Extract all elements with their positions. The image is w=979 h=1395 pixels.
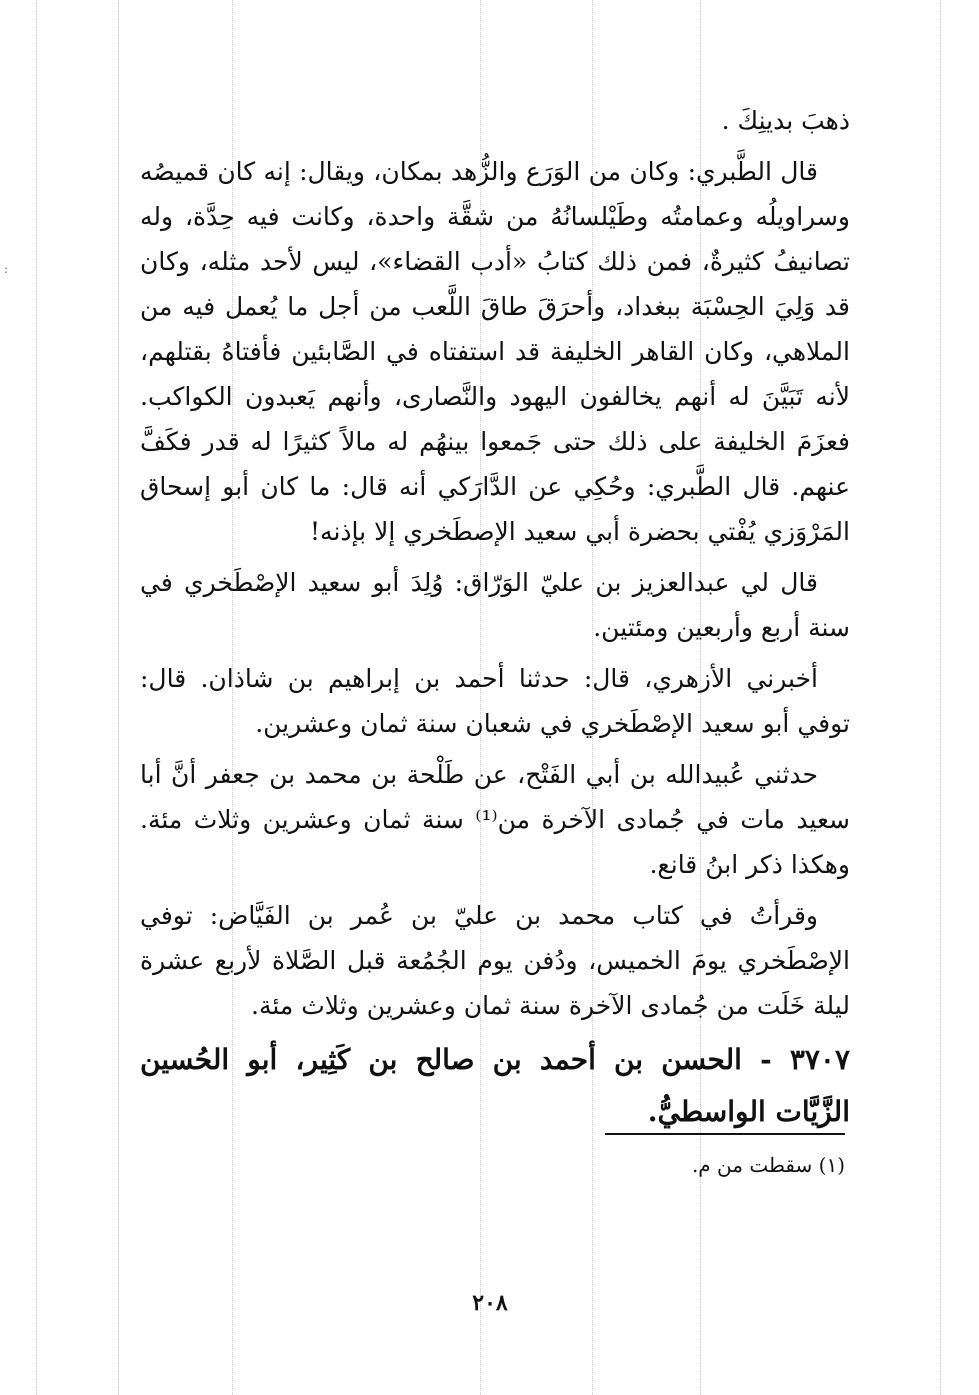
paragraph-5: حدثني عُبيدالله بن أبي الفَتْح، عن طَلْحة بن محمد بن جعفر أنَّ أبا سعيد مات في جُمادى الآخرة من⁽¹⁾ سنة ثمان وعشرين وثلاث مئة. وهكذا ذكر ابنُ قانع. [140, 760, 851, 879]
scan-guide-line [940, 0, 941, 1395]
footnote-divider [605, 1133, 845, 1135]
paragraph-6: وقرأتُ في كتاب محمد بن عليّ بن عُمر بن الفَيَّاض: توفي الإصْطَخري يومَ الخميس، ودُفن يوم الجُمُعة قبل الصَّلاة لأربع عشرة ليلة خَلَت من جُمادى الآخرة سنة ثمان وعشرين وثلاث مئة. [140, 901, 850, 1020]
scan-guide-line [118, 0, 119, 1395]
page-number: ٢٠٨ [472, 1290, 508, 1316]
footnote: (١) سقطت من م. [691, 1153, 845, 1177]
paragraph-4: أخبرني الأزهري، قال: حدثنا أحمد بن إبراهيم بن شاذان. قال: توفي أبو سعيد الإصْطَخري في شعبان سنة ثمان وعشرين. [140, 664, 850, 738]
paragraph-2: قال الطَّبري: وكان من الوَرَع والزُّهد بمكان، ويقال: إنه كان قميصُه وسراويلُه وعمامتُه وطَيْلسانُهُ من شقَّة واحدة، وكانت فيه حِدَّة، وله تصانيفُ كثيرةٌ، فمن ذلك كتابُ «أدب القضاء»، ليس لأحد مثله، وكان قد وَلِيَ الحِسْبَة ببغداد، وأحرَقَ طاقَ اللَّعب من أجل ما يُعمل فيه من الملاهي، وكان القاهر الخليفة قد استفتاه في الصَّابئين فأفتاهُ بقتلهم، لأنه تَبَيَّنَ له أنهم يخالفون اليهود والنَّصارى، وأنهم يَعبدون الكواكب. فعزَمَ الخليفة على ذلك حتى جَمعوا بينهُم له مالاً كثيرًا له قدر فكَفَّ عنهم. قال الطَّبري: وحُكِي عن الدَّارَكي أنه قال: ما كان أبو إسحاق المَرْوَزي يُفْتي بحضرة أبي سعيد الإصطَخري إلا بإذنه! [140, 157, 850, 546]
main-text [140, 98, 850, 1138]
edge-mark: : [4, 262, 9, 276]
entry-heading: ٣٧٠٧ - الحسن بن أحمد بن صالح بن كَثِير، أبو الحُسين الزَّيَّات الواسطيُّ. [140, 1043, 850, 1128]
scan-guide-line [36, 0, 37, 1395]
paragraph-3: قال لي عبدالعزيز بن عليّ الوَرّاق: وُلِدَ أبو سعيد الإصْطَخري في سنة أربع وأربعين ومئتين. [140, 568, 850, 642]
paragraph-1: ذهبَ بدينِكَ . [721, 106, 850, 135]
